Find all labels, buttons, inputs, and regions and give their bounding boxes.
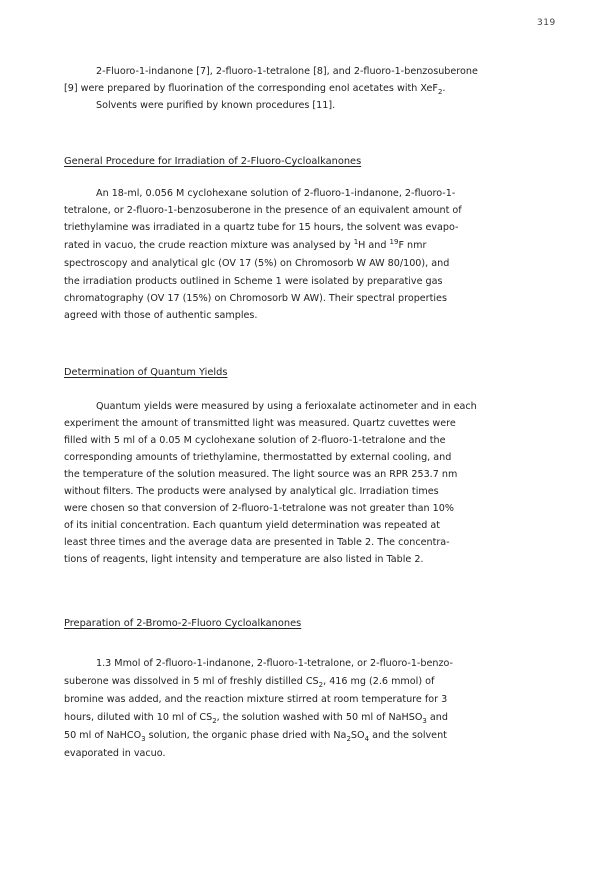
section2-line-2: experiment the amount of transmitted light was measured. Quartz cuvettes were [64, 418, 456, 429]
section1-line-8: agreed with those of authentic samples. [64, 310, 258, 321]
section2-line-1: Quantum yields were measured by using a ferioxalate actinometer and in each [96, 401, 477, 412]
page-number: 319 [537, 18, 556, 28]
intro-line-2: [9] were prepared by fluorination of the corresponding enol acetates with XeF$_2$. [64, 83, 446, 96]
section2-line-8: of its initial concentration. Each quantum yield determination was repeated at [64, 520, 441, 531]
section1-line-4: rated in vacuo, the crude reaction mixture was analysed by $^1$H and $^{19}$F nmr [64, 238, 427, 251]
section2-line-3: filled with 5 ml of a 0.05 M cyclohexane solution of 2-fluoro-1-tetralone and the [64, 435, 446, 446]
section2-line-6: without filters. The products were analysed by analytical glc. Irradiation times [64, 486, 439, 497]
section1-line-6: the irradiation products outlined in Scheme 1 were isolated by preparative gas [64, 276, 443, 287]
section1-line-2: tetralone, or 2-fluoro-1-benzosuberone in the presence of an equivalent amount of [64, 205, 462, 216]
section2-line-7: were chosen so that conversion of 2-fluoro-1-tetralone was not greater than 10% [64, 503, 455, 514]
section3-line-3: bromine was added, and the reaction mixture stirred at room temperature for 3 [64, 694, 448, 705]
section2-line-5: the temperature of the solution measured. The light source was an RPR 253.7 nm [64, 469, 458, 480]
section2-line-4: corresponding amounts of triethylamine, thermostatted by external cooling, and [64, 452, 452, 463]
section1-line-3: triethylamine was irradiated in a quartz tube for 15 hours, the solvent was evapo- [64, 222, 459, 233]
intro-line-3: Solvents were purified by known procedures [11]. [96, 100, 336, 111]
section-heading-bromo-fluoro: Preparation of 2-Bromo-2-Fluoro Cycloalkanones [64, 618, 302, 629]
section2-line-10: tions of reagents, light intensity and temperature are also listed in Table 2. [64, 554, 424, 565]
section-heading-quantum-yields: Determination of Quantum Yields [64, 367, 228, 378]
section1-line-7: chromatography (OV 17 (15%) on Chromosorb W AW). Their spectral properties [64, 293, 447, 304]
section2-line-9: least three times and the average data are presented in Table 2. The concentra- [64, 537, 450, 548]
intro-line-1: 2-Fluoro-1-indanone [7], 2-fluoro-1-tetralone [8], and 2-fluoro-1-benzosuberone [96, 66, 478, 77]
section3-line-1: 1.3 Mmol of 2-fluoro-1-indanone, 2-fluoro-1-tetralone, or 2-fluoro-1-benzo- [96, 658, 454, 669]
section3-line-5: 50 ml of NaHCO$_3$ solution, the organic phase dried with $Na_2SO_4$ and the solvent [64, 730, 447, 743]
section3-line-2: suberone was dissolved in 5 ml of freshly distilled $CS_2$, 416 mg (2.6 mmol) of [64, 676, 435, 689]
section1-line-1: An 18-ml, 0.056 M cyclohexane solution of 2-fluoro-1-indanone, 2-fluoro-1- [96, 188, 456, 199]
section3-line-6: evaporated in vacuo. [64, 748, 166, 759]
section-heading-irradiation: General Procedure for Irradiation of 2-Fluoro-Cycloalkanones [64, 156, 362, 167]
section3-line-4: hours, diluted with 10 ml of $CS_2$, the solution washed with 50 ml of NaHSO$_3$ and [64, 712, 448, 725]
section1-line-5: spectroscopy and analytical glc (OV 17 (5%) on Chromosorb W AW 80/100), and [64, 258, 450, 269]
